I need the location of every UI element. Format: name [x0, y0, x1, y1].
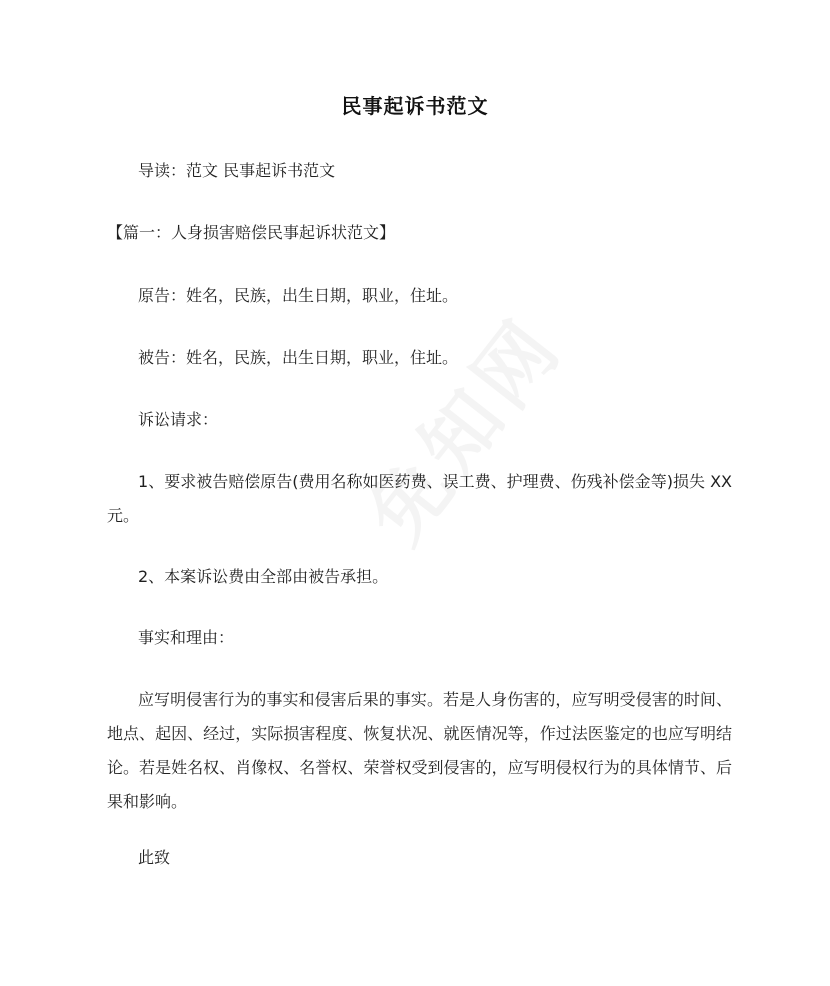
claim-item-2: 2、本案诉讼费由全部由被告承担。 [138, 567, 389, 586]
defendant-paragraph: 被告：姓名，民族，出生日期，职业，住址。 [138, 348, 459, 367]
facts-paragraph: 应写明侵害行为的事实和侵害后果的事实。若是人身伤害的，应写明受侵害的时间、地点、起因、经过，实际损害程度、恢复状况、就医情况等，作过法医鉴定的也应写明结论。若是姓名权、肖像权、名誉权、荣誉权受到侵害的，应写明侵权行为的具体情节、后果和影响。 [107, 690, 732, 811]
facts-heading: 事实和理由： [138, 628, 235, 647]
plaintiff-paragraph: 原告：姓名，民族，出生日期，职业，住址。 [138, 286, 459, 305]
section-heading: 【篇一：人身损害赔偿民事起诉状范文】 [107, 223, 396, 242]
document-title: 民事起诉书范文 [341, 94, 489, 118]
intro-paragraph: 导读：范文 民事起诉书范文 [138, 161, 336, 180]
claims-heading: 诉讼请求： [138, 410, 219, 429]
claim-item-1: 1、要求被告赔偿原告(费用名称如医药费、误工费、护理费、伤残补偿金等)损失 XX元。 [107, 472, 732, 525]
closing-paragraph: 此致 [138, 848, 171, 867]
